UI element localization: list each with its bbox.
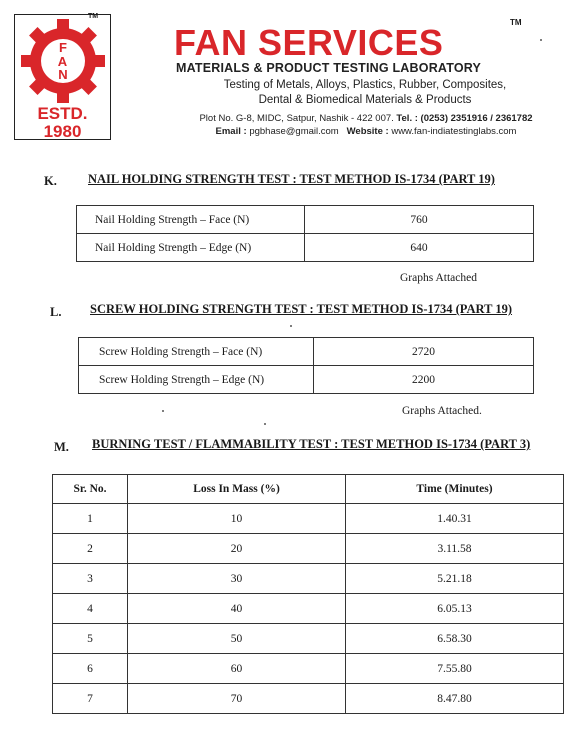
company-subtitle: MATERIALS & PRODUCT TESTING LABORATORY <box>176 61 482 75</box>
row-label: Nail Holding Strength – Edge (N) <box>77 234 305 262</box>
cell-loss-in-mass: 20 <box>128 534 346 564</box>
table-row <box>53 684 564 714</box>
table-row <box>53 594 564 624</box>
estd-year: 1980 <box>43 122 82 141</box>
tagline-line-1: Testing of Metals, Alloys, Plastics, Rubber, Composites, <box>223 79 507 91</box>
cell-sr-no: 4 <box>53 594 128 624</box>
section-l-letter: L. <box>50 305 62 319</box>
logo-letter-n: N <box>58 67 68 82</box>
table-row <box>79 366 534 394</box>
row-label: Screw Holding Strength – Edge (N) <box>79 366 314 394</box>
tel-number: (0253) 2351916 / 2361782 <box>420 113 533 124</box>
section-m-title: BURNING TEST / FLAMMABILITY TEST : TEST METHOD IS-1734 (PART 3) <box>92 437 531 451</box>
cell-sr-no: 5 <box>53 624 128 654</box>
scan-speck <box>264 423 266 425</box>
cell-loss-in-mass: 70 <box>128 684 346 714</box>
cell-time: 8.47.80 <box>346 684 564 714</box>
screw-holding-table <box>78 337 534 394</box>
scan-speck <box>540 39 542 41</box>
email-label: Email : <box>215 126 247 137</box>
table-row <box>53 624 564 654</box>
website-label: Website : <box>346 126 389 137</box>
cell-time: 6.05.13 <box>346 594 564 624</box>
section-m-letter: M. <box>54 440 69 454</box>
header-sr-no: Sr. No. <box>53 475 128 504</box>
row-value: 2720 <box>314 338 534 366</box>
table-row <box>53 534 564 564</box>
contact-line <box>166 126 566 137</box>
row-label: Screw Holding Strength – Face (N) <box>79 338 314 366</box>
scan-speck <box>162 410 164 412</box>
section-l-title: SCREW HOLDING STRENGTH TEST : TEST METHOD IS-1734 (PART 19) <box>90 302 513 316</box>
website-url: www.fan-indiatestinglabs.com <box>391 126 517 137</box>
address-line <box>166 113 566 124</box>
email-address: pgbhase@gmail.com <box>249 126 339 137</box>
cell-time: 3.11.58 <box>346 534 564 564</box>
tagline-line-2: Dental & Biomedical Materials & Products <box>258 94 472 106</box>
cell-loss-in-mass: 30 <box>128 564 346 594</box>
row-label: Nail Holding Strength – Face (N) <box>77 206 305 234</box>
company-logo <box>14 14 111 140</box>
cell-loss-in-mass: 10 <box>128 504 346 534</box>
address: Plot No. G-8, MIDC, Satpur, Nashik - 422 007. <box>199 113 394 124</box>
cell-sr-no: 7 <box>53 684 128 714</box>
company-name: FAN SERVICES <box>174 22 444 63</box>
logo-letter-a: A <box>57 54 69 69</box>
row-value: 760 <box>305 206 534 234</box>
row-value: 2200 <box>314 366 534 394</box>
table-row <box>53 564 564 594</box>
row-value: 640 <box>305 234 534 262</box>
table-header-row <box>53 475 564 504</box>
cell-sr-no: 1 <box>53 504 128 534</box>
gear-logo-icon <box>19 17 107 105</box>
logo-letter-f: F <box>59 40 67 55</box>
cell-sr-no: 2 <box>53 534 128 564</box>
table-row <box>77 234 534 262</box>
section-k-title: NAIL HOLDING STRENGTH TEST : TEST METHOD IS-1734 (PART 19) <box>88 172 495 186</box>
section-k-letter: K. <box>44 174 57 188</box>
table-row <box>77 206 534 234</box>
nail-holding-table <box>76 205 534 262</box>
cell-time: 1.40.31 <box>346 504 564 534</box>
cell-sr-no: 3 <box>53 564 128 594</box>
tel-label: Tel. : <box>396 113 418 124</box>
cell-loss-in-mass: 60 <box>128 654 346 684</box>
cell-sr-no: 6 <box>53 654 128 684</box>
cell-time: 7.55.80 <box>346 654 564 684</box>
cell-loss-in-mass: 40 <box>128 594 346 624</box>
table-row <box>53 654 564 684</box>
estd-label: ESTD. <box>37 104 88 123</box>
burning-test-table <box>52 474 564 714</box>
scan-speck <box>290 325 292 327</box>
cell-loss-in-mass: 50 <box>128 624 346 654</box>
header-time: Time (Minutes) <box>346 475 564 504</box>
table-row <box>53 504 564 534</box>
table-row <box>79 338 534 366</box>
company-trademark: TM <box>510 18 522 27</box>
section-l-note: Graphs Attached. <box>402 405 482 417</box>
header-loss-in-mass: Loss In Mass (%) <box>128 475 346 504</box>
section-k-note: Graphs Attached <box>400 272 477 284</box>
logo-trademark: TM <box>88 13 99 20</box>
cell-time: 5.21.18 <box>346 564 564 594</box>
cell-time: 6.58.30 <box>346 624 564 654</box>
